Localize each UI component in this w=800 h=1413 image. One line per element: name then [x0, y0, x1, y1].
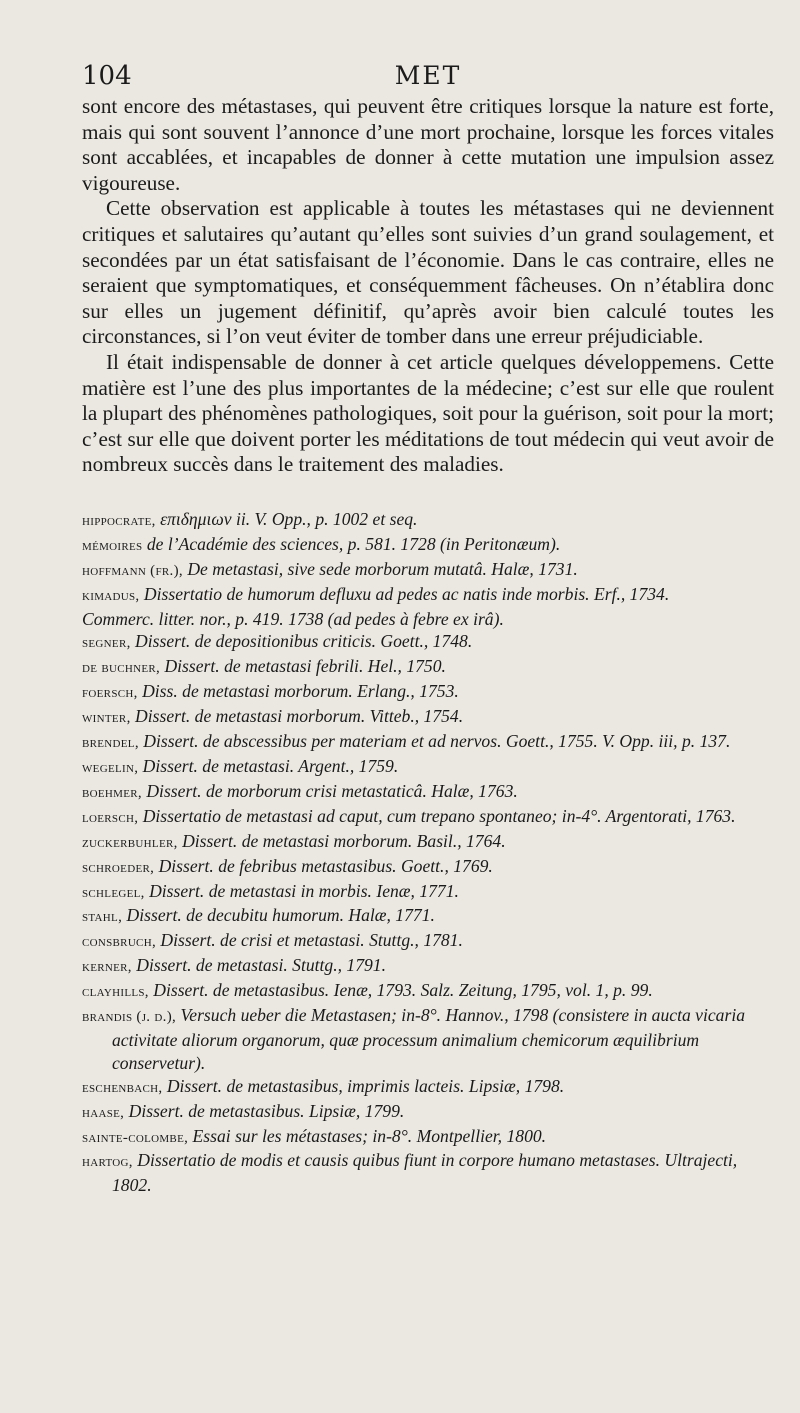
running-title: MET	[394, 61, 462, 90]
reference-entry	[82, 805, 774, 830]
reference-author: brandis (j. d.),	[82, 1009, 177, 1026]
reference-work: Commerc. litter. nor., p. 419. 1738 (ad pedes à febre ex irâ).	[82, 608, 504, 629]
reference-entry	[82, 508, 774, 533]
reference-entry	[82, 904, 774, 929]
reference-entry	[82, 855, 774, 880]
reference-entry	[82, 583, 774, 608]
reference-author: consbruch,	[82, 934, 156, 951]
reference-entry	[82, 1100, 774, 1125]
reference-work: Dissert. de crisi et metastasi. Stuttg., 1781.	[160, 930, 463, 951]
reference-entry	[82, 533, 774, 558]
reference-work: Versuch ueber die Metastasen; in-8°. Hannov., 1798 (consistere in aucta vicaria activitate aliorum organorum, quæ processum animalium chemicorum æquilibrium conservetur).	[112, 1005, 746, 1073]
reference-author: kimadus,	[82, 587, 140, 604]
page-header	[82, 58, 774, 94]
reference-entry	[82, 979, 774, 1004]
reference-author: brendel,	[82, 735, 139, 752]
reference-work: Dissert. de metastasibus. Ienæ, 1793. Salz. Zeitung, 1795, vol. 1, p. 99.	[153, 980, 653, 1001]
reference-entry	[82, 880, 774, 905]
paragraph: Cette observation est applicable à toutes les métastases qui ne deviennent critiques et salutaires qu’autant qu’elles sont suivies d’un grand soulagement, et secondées par un état satisfaisant de l’économie. Dans le cas contraire, elles ne seraient que symptomatiques, et conséquemment fâcheuses. On n’établira donc sur elles un jugement définitif, qu’après avoir bien calculé toutes les circonstances, si l’on veut éviter de tomber dans une erreur préjudiciable.	[82, 196, 774, 349]
reference-author: sainte-colombe,	[82, 1129, 189, 1146]
reference-author: kerner,	[82, 959, 132, 976]
reference-work: επιδημιων ii. V. Opp., p. 1002 et seq.	[160, 508, 418, 529]
reference-author: mémoires	[82, 537, 143, 554]
page-number: 104	[82, 61, 132, 91]
reference-work: Dissert. de decubitu humorum. Halæ, 1771.	[126, 905, 435, 926]
reference-work: Dissertatio de metastasi ad caput, cum trepano spontaneo; in-4°. Argentorati, 1763.	[142, 805, 736, 826]
reference-work: Essai sur les métastases; in-8°. Montpellier, 1800.	[192, 1125, 547, 1146]
reference-work: Dissert. de metastasibus. Lipsiæ, 1799.	[128, 1100, 405, 1121]
reference-entry	[82, 705, 774, 730]
body-text	[82, 94, 774, 478]
reference-entry	[82, 558, 774, 583]
reference-work: Dissert. de febribus metastasibus. Goett., 1769.	[158, 855, 493, 876]
reference-entry	[82, 830, 774, 855]
reference-work: Dissert. de abscessibus per materiam et ad nervos. Goett., 1755. V. Opp. iii, p. 137.	[143, 731, 731, 752]
reference-work: Dissert. de metastasi in morbis. Ienæ, 1771.	[149, 880, 459, 901]
reference-author: zuckerbuhler,	[82, 834, 178, 851]
reference-author: winter,	[82, 710, 131, 727]
reference-entry	[82, 780, 774, 805]
reference-entry	[82, 1125, 774, 1150]
reference-entry	[82, 755, 774, 780]
reference-entry	[82, 929, 774, 954]
reference-entry	[82, 630, 774, 655]
reference-author: hoffmann (fr.),	[82, 562, 183, 579]
reference-work: Dissert. de metastasibus, imprimis lacteis. Lipsiæ, 1798.	[166, 1075, 565, 1096]
reference-author: haase,	[82, 1104, 125, 1121]
reference-work: Dissert. de metastasi febrili. Hel., 1750.	[164, 656, 446, 677]
bibliography	[82, 508, 774, 1197]
reference-author: schlegel,	[82, 884, 145, 901]
reference-author: wegelin,	[82, 759, 139, 776]
reference-author: foersch,	[82, 685, 138, 702]
reference-work: Dissert. de metastasi. Argent., 1759.	[142, 755, 399, 776]
reference-entry	[82, 1075, 774, 1100]
reference-author: de buchner,	[82, 660, 161, 677]
paragraph: Il était indispensable de donner à cet article quelques développemens. Cette matière est l’une des plus importantes de la médecine; c’est sur elle que roulent la plupart des phénomènes pathologiques, soit pour la guérison, soit pour la mort; c’est sur elle que doivent porter les méditations de tout médecin qui veut avoir de nombreux succès dans le traitement des maladies.	[82, 349, 774, 477]
reference-work: Dissertatio de humorum defluxu ad pedes ac natis inde morbis. Erf., 1734.	[143, 583, 670, 604]
reference-author: stahl,	[82, 909, 123, 926]
reference-author: hippocrate,	[82, 512, 156, 529]
reference-work: de l’Académie des sciences, p. 581. 1728 (in Peritonæum).	[146, 533, 561, 554]
reference-author: segner,	[82, 635, 131, 652]
reference-work: Dissert. de morborum crisi metastaticâ. Halæ, 1763.	[146, 780, 518, 801]
reference-work: Diss. de metastasi morborum. Erlang., 1753.	[142, 681, 459, 702]
reference-work: De metastasi, sive sede morborum mutatâ. Halæ, 1731.	[187, 558, 578, 579]
reference-author: schroeder,	[82, 859, 155, 876]
paragraph: sont encore des métastases, qui peuvent être critiques lorsque la nature est forte, mais qui sont souvent l’annonce d’une mort prochaine, lorsque les forces vitales sont accablées, et incapables de donner à cette mutation une impulsion assez vigoureuse.	[82, 94, 774, 195]
reference-work: Dissert. de metastasi. Stuttg., 1791.	[136, 955, 386, 976]
reference-work: Dissert. de depositionibus criticis. Goett., 1748.	[135, 631, 473, 652]
reference-entry	[82, 655, 774, 680]
reference-entry	[82, 1149, 774, 1197]
reference-entry	[82, 608, 774, 631]
reference-author: boehmer,	[82, 784, 142, 801]
reference-entry	[82, 680, 774, 705]
reference-entry	[82, 1004, 774, 1075]
reference-author: hartog,	[82, 1154, 133, 1171]
reference-author: loersch,	[82, 809, 139, 826]
reference-entry	[82, 954, 774, 979]
reference-work: Dissert. de metastasi morborum. Basil., 1764.	[182, 830, 506, 851]
reference-work: Dissert. de metastasi morborum. Vitteb., 1754.	[135, 706, 464, 727]
reference-author: clayhills,	[82, 984, 149, 1001]
reference-entry	[82, 730, 774, 755]
reference-work: Dissertatio de modis et causis quibus fiunt in corpore humano metastases. Ultrajecti, 1802.	[112, 1150, 738, 1196]
reference-author: eschenbach,	[82, 1079, 163, 1096]
